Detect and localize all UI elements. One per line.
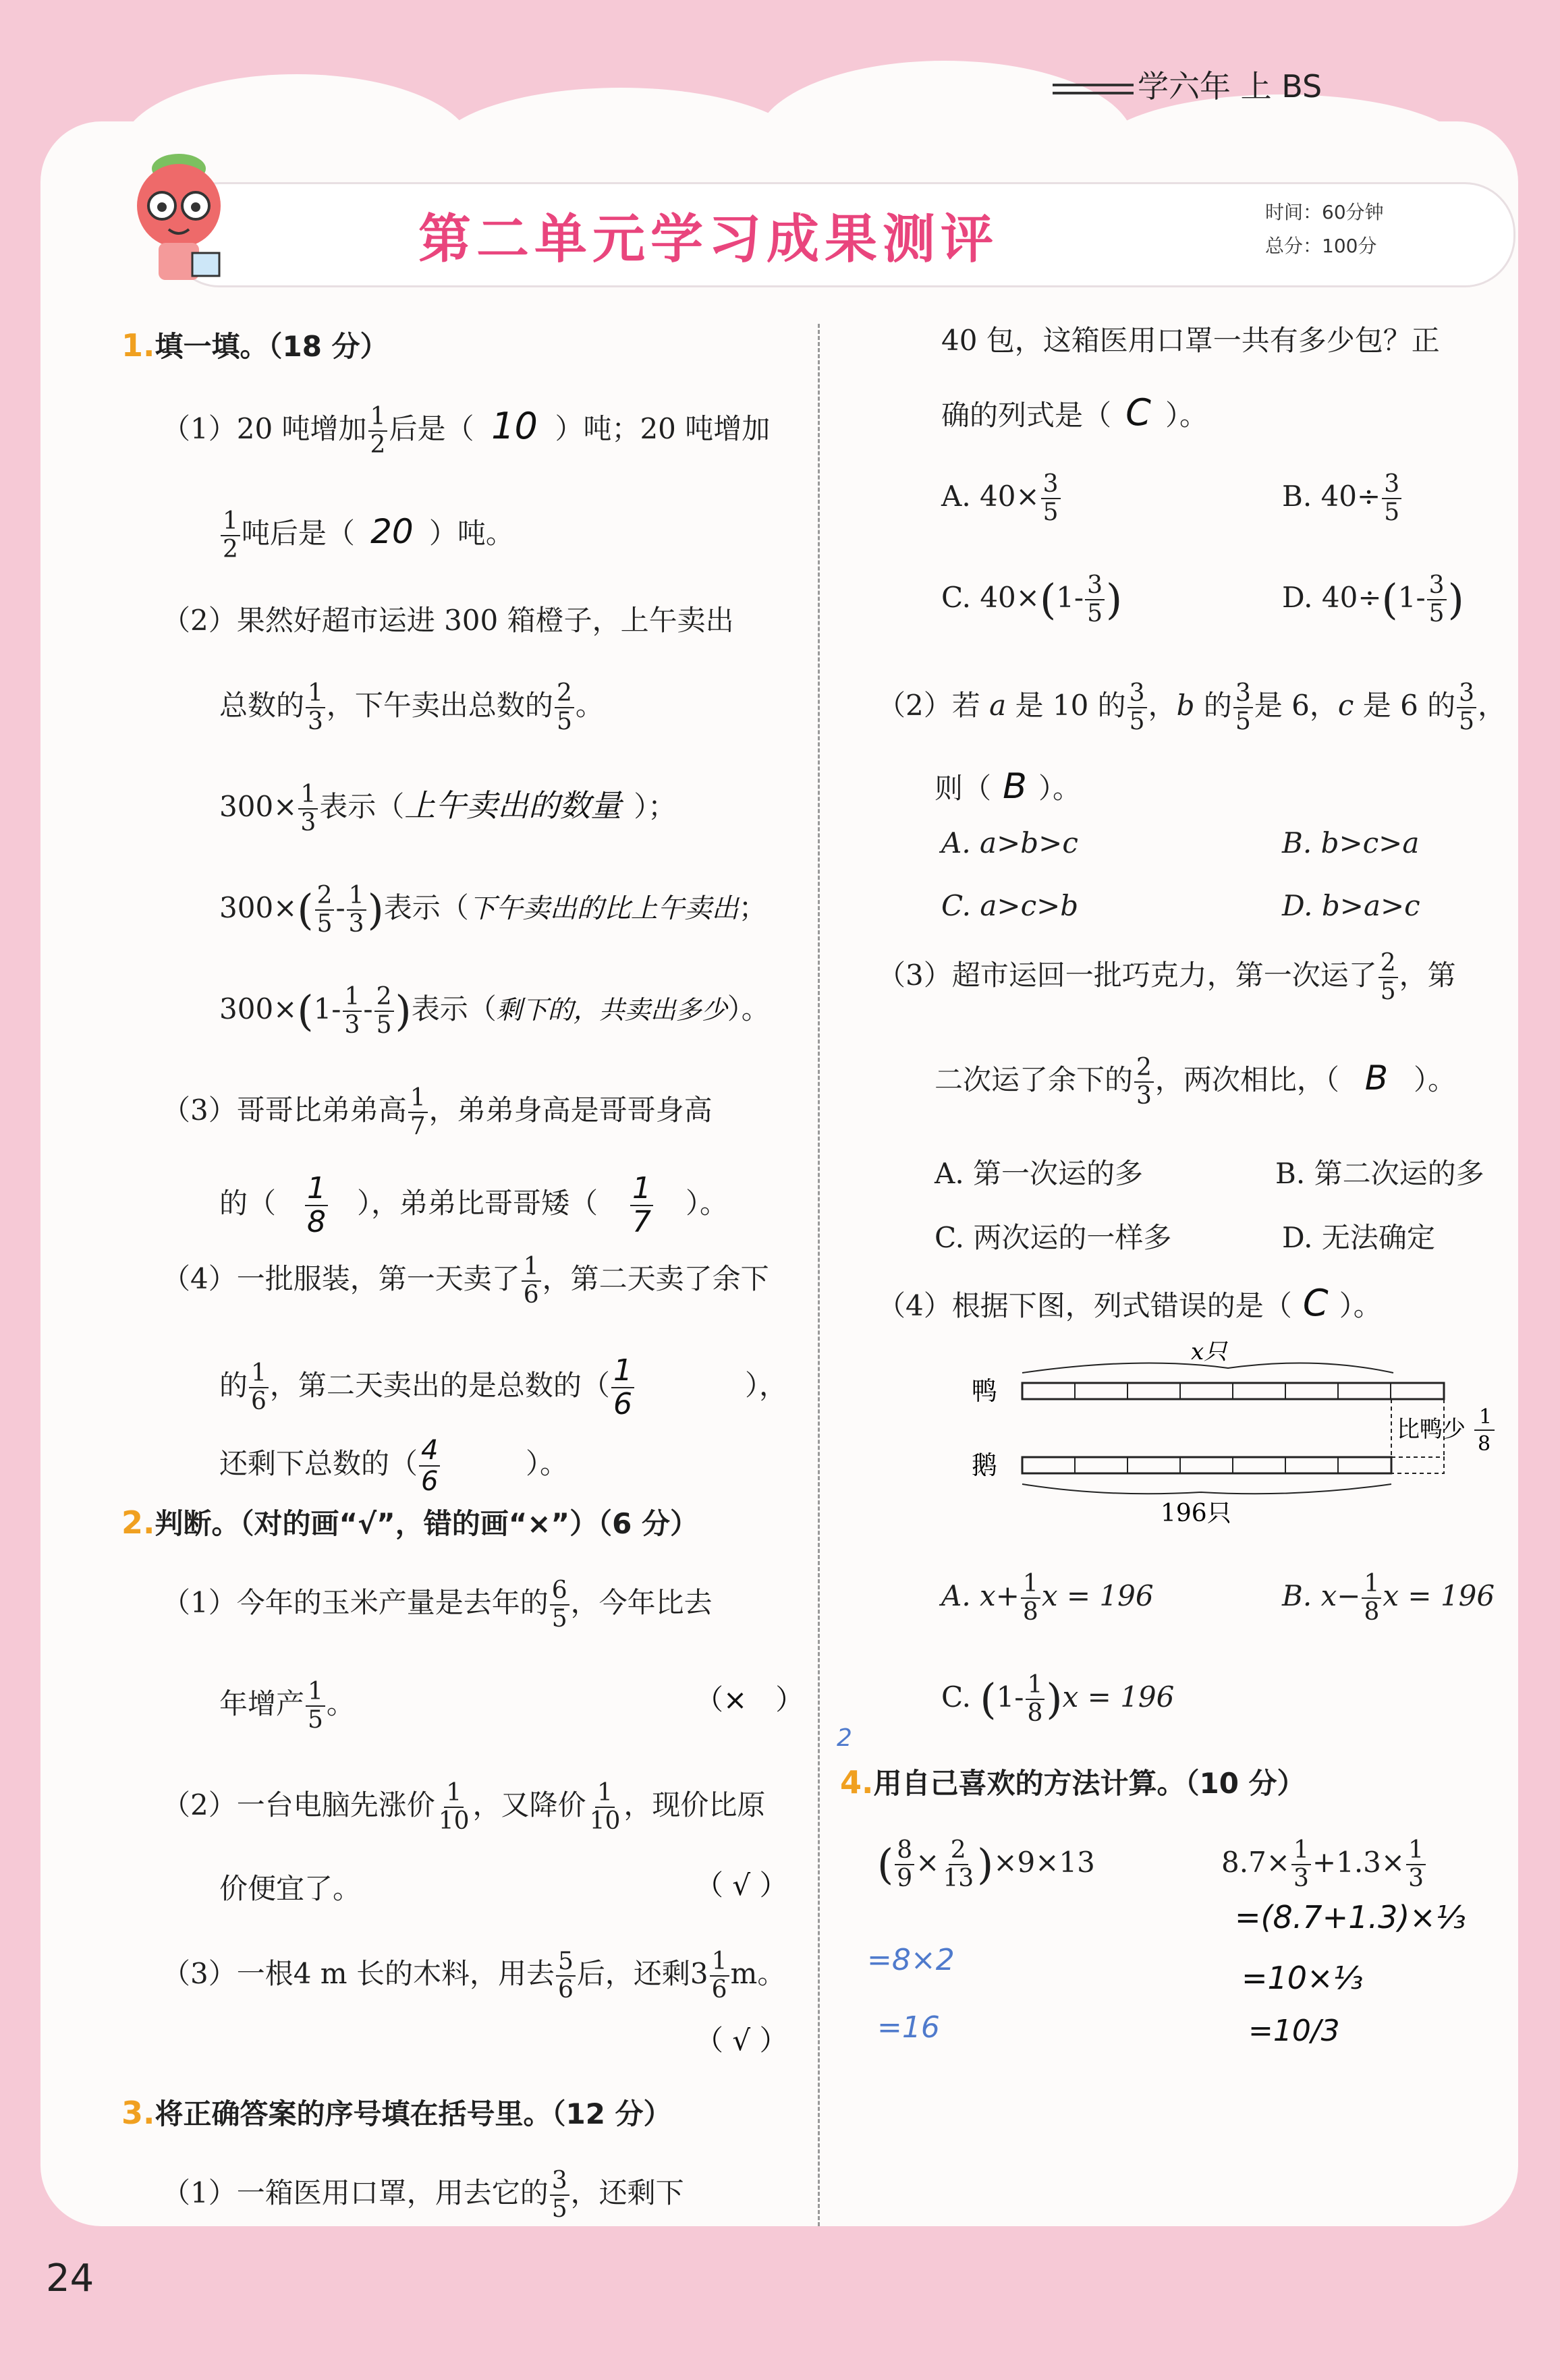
option-b: B. x− $\frac{1}{8}$ x = 196 [1282, 1570, 1495, 1626]
option-c: C. 两次运的一样多 [935, 1221, 1172, 1254]
q2-2-line2: 价便宜了。 [219, 1872, 362, 1905]
answer-handwritten: 上午卖出的数量 [404, 787, 622, 824]
time-label: 时间：60分钟 [1265, 201, 1384, 223]
answer-handwritten: B [1003, 766, 1027, 807]
handwritten-work: =8×2 [867, 1943, 955, 1977]
section-4-heading: 4.用自己喜欢的方法计算。（10 分） [840, 1764, 1306, 1801]
q1-2-line3: 300× $\frac{1}{3}$ 表示（上午卖出的数量 ）； [219, 781, 677, 837]
q3-2-line2: 则（ B ）。 [935, 766, 1082, 807]
goose-label: 鹅 [972, 1450, 998, 1480]
q2-3-line1: （3）一根4 m 长的木料，用去 $\frac{5}{6}$ 后，还剩3 $\frac{1}{6}$ m。 [162, 1948, 786, 2004]
q1-4-line1: （4）一批服装，第一天卖了 $\frac{1}{6}$ ，第二天卖了余下 [162, 1253, 769, 1309]
page-title: 第二单元学习成果测评 [418, 209, 999, 270]
total-label: 196只 [1161, 1500, 1231, 1527]
page-number: 24 [46, 2257, 94, 2300]
q1-1-line2: $\frac{1}{2}$ 吨后是（ 20 ）吨。 [219, 509, 514, 562]
score-mark: 2 [837, 1724, 852, 1752]
option-a: A. 第一次运的多 [935, 1157, 1144, 1190]
segment-diagram [972, 1336, 1511, 1538]
q2-1-line2: 年增产 $\frac{1}{5}$ 。 [219, 1678, 355, 1734]
option-d: D. b>a>c [1282, 889, 1420, 922]
answer-handwritten: C [1125, 391, 1151, 434]
judge-mark: （ √ ） [695, 1869, 788, 1902]
q3-3-line1: （3）超市运回一批巧克力，第一次运了 $\frac{2}{5}$ ，第 [877, 949, 1456, 1005]
q3-2-line1: （2）若 a 是 10 的 $\frac{3}{5}$ ，b 的 $\frac{3}{5}$ 是 6，c 是 6 的 $\frac{3}{5}$ ， [877, 679, 1507, 735]
option-b: B. b>c>a [1282, 826, 1420, 859]
q2-2-line1: （2）一台电脑先涨价 $\frac{1}{10}$ ，又降价 $\frac{1}{10}$ ，现价比原 [162, 1779, 766, 1835]
option-c: C. (1- $\frac{1}{8}$ )x = 196 [941, 1671, 1175, 1727]
judge-mark: （× ） [695, 1683, 804, 1716]
svg-text:1: 1 [1479, 1405, 1493, 1429]
answer-handwritten: 20 [370, 512, 414, 551]
handwritten-work: =16 [877, 2010, 940, 2045]
q1-2-line5: 300×(1- $\frac{1}{3}$ - $\frac{2}{5}$ )表示（剩下的，共卖出多少）。 [219, 983, 770, 1039]
judge-mark: （ √ ） [695, 2024, 788, 2057]
expression-2: 8.7× $\frac{1}{3}$ +1.3× $\frac{1}{3}$ [1221, 1838, 1427, 1891]
q3-1-line2: 40 包，这箱医用口罩一共有多少包？正 [941, 324, 1440, 357]
option-a: A. a>b>c [941, 826, 1078, 859]
q3-1-line1: （1）一箱医用口罩，用去它的 $\frac{3}{5}$ ，还剩下 [162, 2167, 684, 2223]
q1-4-line3: 还剩下总数的（ $\frac{4}{6}$ ）。 [219, 1435, 569, 1497]
x-count-label: x只 [1191, 1338, 1227, 1365]
q1-3-line1: （3）哥哥比弟弟高 $\frac{1}{7}$ ，弟弟身高是哥哥身高 [162, 1084, 713, 1140]
option-b: B. 40÷ $\frac{3}{5}$ [1282, 472, 1403, 525]
q1-1-line1: （1）20 吨增加 $\frac{1}{2}$ 后是（ 10 ）吨；20 吨增加 [162, 403, 771, 459]
expression-1: ( $\frac{8}{9}$ × $\frac{2}{13}$ )×9×13 [877, 1836, 1095, 1892]
option-c: C. a>c>b [941, 889, 1079, 922]
q1-4-line2: 的 $\frac{1}{6}$ ，第二天卖出的是总数的（ $\frac{1}{6}$ ）， [219, 1353, 787, 1421]
q1-2-line1: （2）果然好超市运进 300 箱橙子，上午卖出 [162, 604, 734, 637]
q3-3-line2: 二次运了余下的 $\frac{2}{3}$ ，两次相比，（ B ）。 [935, 1054, 1456, 1110]
q1-2-line4: 300×( $\frac{2}{5}$ - $\frac{1}{3}$ )表示（下午卖出的比上午卖出； [219, 882, 767, 938]
q2-1-line1: （1）今年的玉米产量是去年的 $\frac{6}{5}$ ，今年比去 [162, 1577, 713, 1633]
section-3-heading: 3.将正确答案的序号填在括号里。（12 分） [121, 2095, 672, 2131]
handwritten-work: =10×⅓ [1242, 1960, 1364, 1996]
less-label: 比鸭少 [1397, 1416, 1466, 1443]
mascot-icon [118, 142, 240, 290]
section-1-heading: 1.填一填。（18 分） [121, 327, 389, 364]
option-a: A. 40× $\frac{3}{5}$ [941, 472, 1062, 525]
column-divider [818, 324, 820, 2226]
answer-handwritten: B [1364, 1058, 1389, 1098]
option-a: A. x+ $\frac{1}{8}$ x = 196 [941, 1570, 1154, 1626]
grade-label: 学六年 上 BS [1053, 62, 1322, 107]
option-b: B. 第二次运的多 [1275, 1157, 1484, 1190]
q3-1-line3: 确的列式是（ C ）。 [941, 391, 1208, 434]
duck-label: 鸭 [972, 1376, 998, 1406]
q1-3-line2: 的（ $\frac{1}{8}$ ），弟弟比哥哥矮（ $\frac{1}{7}$ ）。 [219, 1171, 729, 1239]
answer-handwritten: C [1302, 1282, 1329, 1324]
answer-handwritten: 下午卖出的比上午卖出 [468, 893, 739, 924]
option-d: D. 40÷(1- $\frac{3}{5}$ ) [1282, 571, 1464, 627]
handwritten-work: =10/3 [1248, 2014, 1340, 2048]
section-2-heading: 2.判断。（对的画“√”，错的画“×”）（6 分） [121, 1504, 698, 1541]
exam-meta [1265, 196, 1384, 263]
option-c: C. 40×(1- $\frac{3}{5}$ ) [941, 571, 1123, 627]
q1-2-line2: 总数的 $\frac{1}{3}$ ，下午卖出总数的 $\frac{2}{5}$ 。 [219, 679, 604, 735]
option-d: D. 无法确定 [1282, 1221, 1435, 1254]
total-score-label: 总分：100分 [1265, 235, 1377, 257]
answer-handwritten: 剩下的，共卖出多少 [496, 995, 727, 1025]
svg-text:8: 8 [1478, 1432, 1491, 1456]
answer-handwritten: 10 [491, 405, 538, 447]
q3-4-line1: （4）根据下图，列式错误的是（ C ）。 [877, 1282, 1382, 1324]
handwritten-work: =(8.7+1.3)×⅓ [1235, 1899, 1466, 1935]
